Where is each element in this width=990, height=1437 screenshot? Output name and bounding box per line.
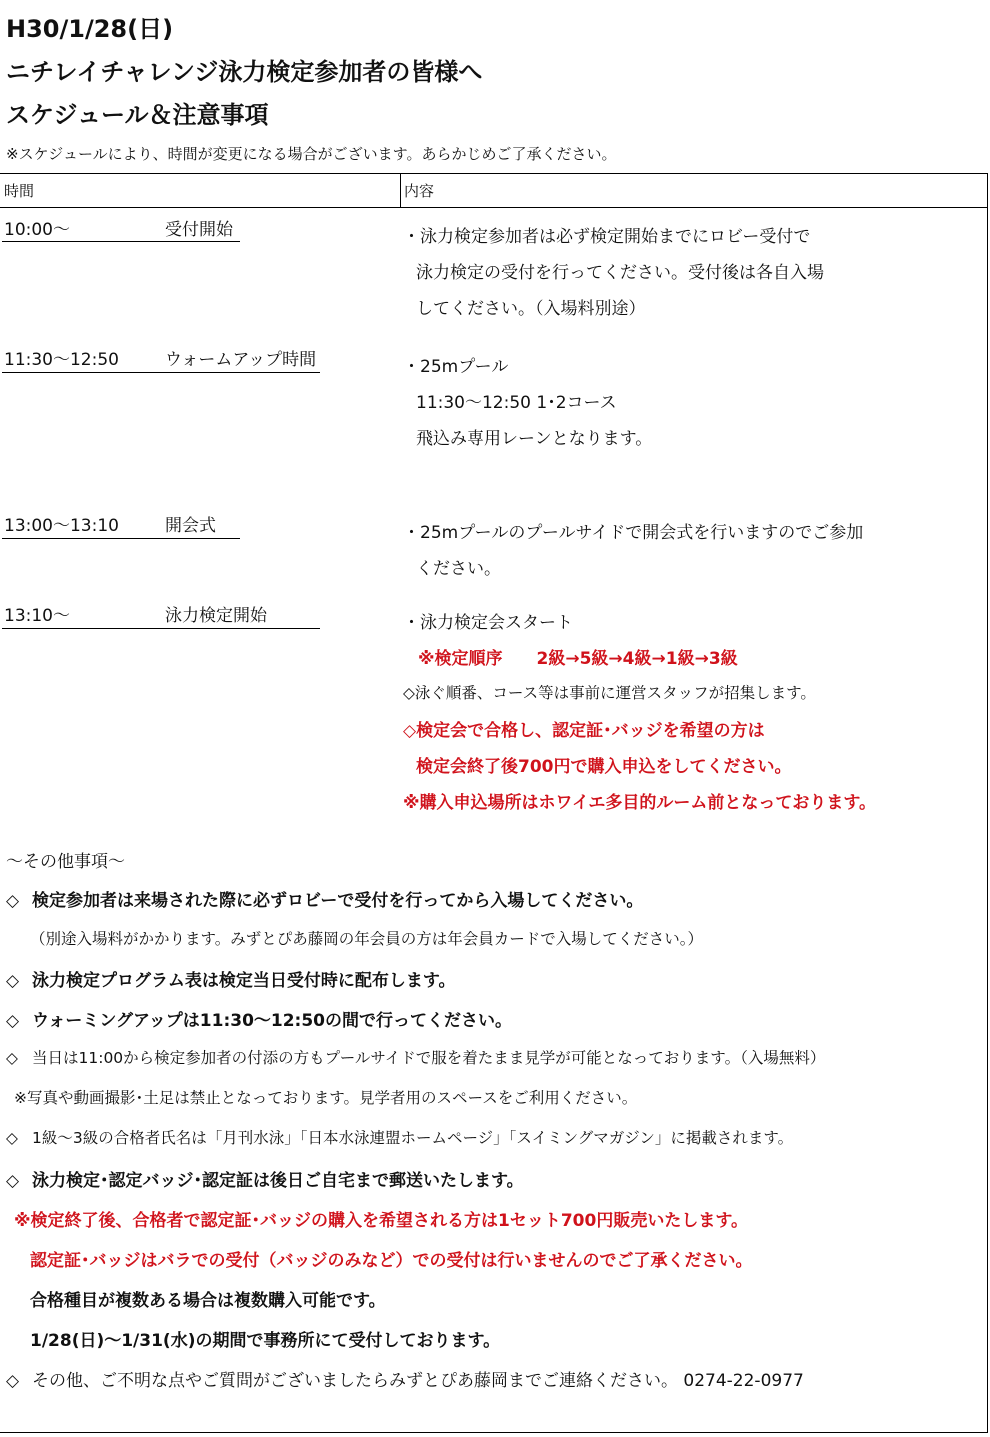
schedule-label: 泳力検定開始 (165, 606, 267, 626)
notes-subtext: 1/28(日)〜1/31(水)の期間で事務所にて受付しております。 (30, 1331, 501, 1351)
schedule-label: ウォームアップ時間 (165, 350, 317, 370)
diamond-icon: ◇ (6, 1049, 18, 1067)
schedule-desc-line: ◇泳ぐ順番、コース等は事前に運営スタッフが招集します。 (403, 684, 816, 702)
notes-text: 泳力検定･認定バッジ･認定証は後日ご自宅まで郵送いたします。 (32, 1171, 524, 1191)
diamond-icon: ◇ (6, 1371, 20, 1391)
schedule-desc-line: ・泳力検定会スタート (403, 613, 573, 633)
exam-order-note: ※検定順序 2級→5級→4級→1級→3級 (418, 649, 738, 669)
schedule-time: 13:10〜 (4, 606, 70, 626)
column-header-content: 内容 (404, 182, 435, 200)
schedule-change-note: ※スケジュールにより、時間が変更になる場合がございます。あらかじめご了承ください。 (6, 145, 617, 163)
purchase-location-note: ※購入申込場所はホワイエ多目的ルーム前となっております。 (403, 793, 876, 813)
notes-subtext: （別途入場料がかかります。みずとぴあ藤岡の年会員の方は年会員カードで入場してください。） (30, 930, 704, 948)
notes-item (6, 1166, 524, 1191)
document-date: H30/1/28(日) (6, 15, 174, 43)
contact-text: その他、ご不明な点やご質問がございましたらみずとぴあ藤岡までご連絡ください。 0274-22-0977 (32, 1371, 804, 1391)
notes-item (6, 1366, 804, 1391)
schedule-underline (2, 538, 240, 539)
schedule-time: 13:00〜13:10 (4, 516, 119, 536)
schedule-desc-line: 11:30〜12:50 1･2コース (416, 393, 617, 413)
schedule-label: 開会式 (165, 516, 216, 536)
schedule-desc-line: ・25mプールのプールサイドで開会式を行いますのでご参加 (403, 523, 864, 543)
notes-item (6, 1006, 512, 1031)
schedule-underline (2, 372, 320, 373)
document-subtitle: スケジュール＆注意事項 (6, 101, 269, 129)
diamond-icon: ◇ (6, 1129, 18, 1147)
schedule-time: 11:30〜12:50 (4, 350, 119, 370)
notes-text: ウォーミングアップは11:30〜12:50の間で行ってください。 (32, 1011, 513, 1031)
certificate-purchase-note: 検定会終了後700円で購入申込をしてください。 (416, 757, 792, 777)
schedule-desc-line: 飛込み専用レーンとなります。 (416, 429, 653, 449)
notes-text: 泳力検定プログラム表は検定当日受付時に配布します。 (32, 971, 456, 991)
schedule-desc-line: ください。 (416, 559, 501, 579)
sales-note: ※検定終了後、合格者で認定証･バッジの購入を希望される方は1セット700円販売いたします。 (14, 1211, 748, 1231)
document-title: ニチレイチャレンジ泳力検定参加者の皆様へ (6, 58, 483, 86)
schedule-label: 受付開始 (165, 220, 233, 240)
diamond-icon: ◇ (6, 891, 20, 911)
schedule-desc-line: ・泳力検定参加者は必ず検定開始までにロビー受付で (403, 227, 811, 247)
notes-subtext: ※写真や動画撮影･土足は禁止となっております。見学者用のスペースをご利用ください。 (14, 1089, 638, 1107)
diamond-icon: ◇ (6, 1011, 20, 1031)
table-column-divider (400, 173, 401, 207)
notes-item (6, 966, 455, 991)
notes-text: 1級〜3級の合格者氏名は「月刊水泳」「日本水泳連盟ホームページ」「スイミングマガジン」に掲載されます。 (32, 1129, 794, 1147)
schedule-desc-line: してください。（入場料別途） (416, 299, 646, 319)
schedule-underline (2, 241, 240, 242)
other-notes-heading: 〜その他事項〜 (6, 852, 125, 872)
notes-text: 検定参加者は来場された際に必ずロビーで受付を行ってから入場してください。 (32, 891, 644, 911)
notes-subtext: 合格種目が複数ある場合は複数購入可能です。 (30, 1291, 386, 1311)
certificate-purchase-note: ◇検定会で合格し、認定証･バッジを希望の方は (403, 721, 765, 741)
schedule-desc-line: ・25mプール (403, 357, 509, 377)
notes-item (6, 1126, 793, 1148)
notes-item (6, 886, 643, 911)
table-header-divider (0, 207, 988, 208)
column-header-time: 時間 (4, 182, 35, 200)
sales-note: 認定証･バッジはバラでの受付（バッジのみなど）での受付は行いませんのでご了承ください。 (30, 1251, 753, 1271)
schedule-underline (2, 628, 320, 629)
notes-item (6, 1046, 825, 1068)
diamond-icon: ◇ (6, 971, 20, 991)
schedule-desc-line: 泳力検定の受付を行ってください。受付後は各自入場 (416, 263, 824, 283)
diamond-icon: ◇ (6, 1171, 20, 1191)
notes-text: 当日は11:00から検定参加者の付添の方もプールサイドで服を着たまま見学が可能となっております。（入場無料） (32, 1049, 826, 1067)
schedule-time: 10:00〜 (4, 220, 70, 240)
